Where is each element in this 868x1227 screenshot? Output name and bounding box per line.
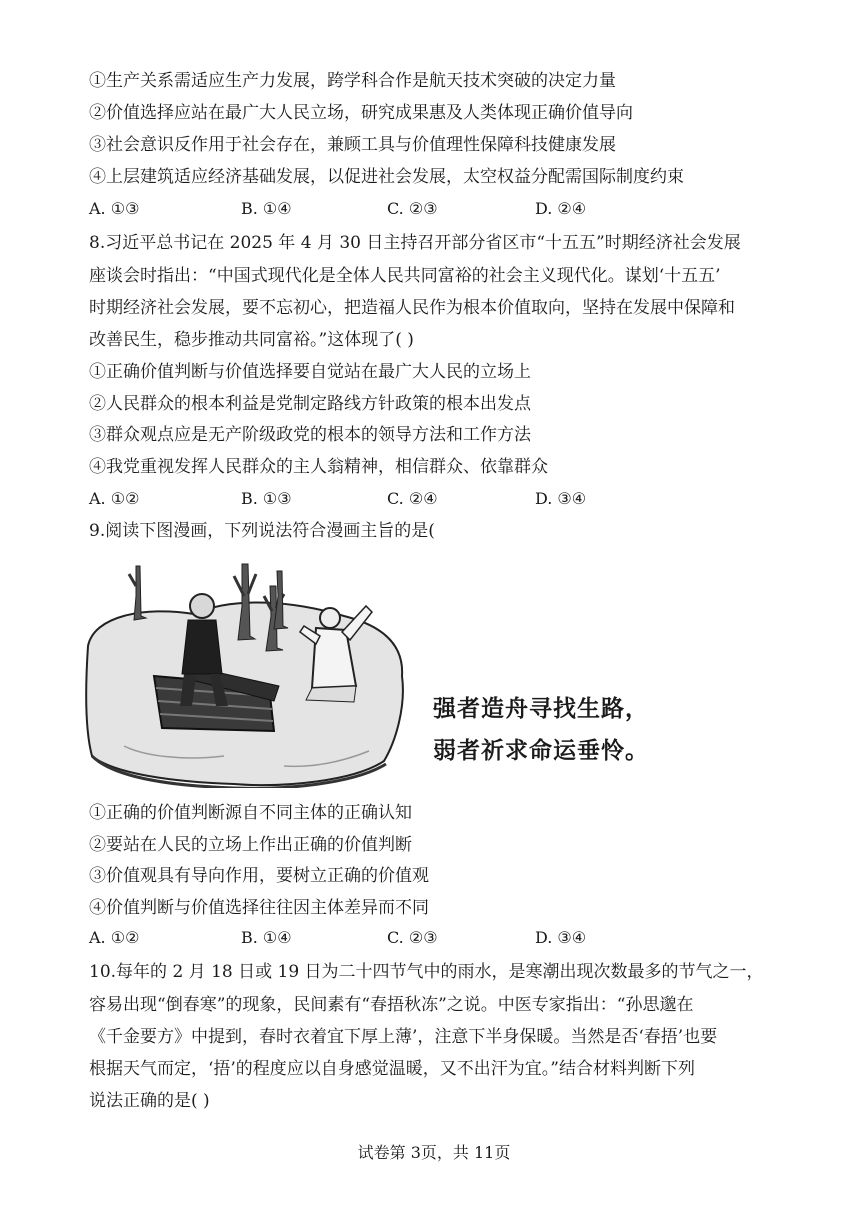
q10-stem-line-4: 根据天气而定，‘捂’的程度应以自身感觉温暖，又不出汗为宜。”结合材料判断下列: [89, 1059, 695, 1079]
q9-item-3: ③价值观具有导向作用，要树立正确的价值观: [89, 866, 429, 886]
q9-item-2: ②要站在人民的立场上作出正确的价值判断: [89, 835, 412, 855]
q8-item-4: ④我党重视发挥人民群众的主人翁精神，相信群众、依靠群众: [89, 457, 548, 477]
q7-option-b: B. ①④: [241, 199, 292, 218]
q7-item-1: ①生产关系需适应生产力发展，跨学科合作是航天技术突破的决定力量: [89, 71, 616, 91]
q10-stem-line-1: 10.每年的 2 月 18 日或 19 日为二十四节气中的雨水，是寒潮出现次数最多的节气之一，: [89, 962, 764, 982]
q8-item-2: ②人民群众的根本利益是党制定路线方针政策的根本出发点: [89, 394, 531, 414]
q8-stem-line-2: 座谈会时指出：“中国式现代化是全体人民共同富裕的社会主义现代化。谋划‘十五五’: [89, 266, 721, 286]
q7-option-a: A. ①③: [89, 199, 140, 218]
page-footer: 试卷第 3页，共 11页: [357, 1143, 511, 1162]
cartoon-image: [84, 556, 406, 788]
q8-stem-line-1: 8.习近平总书记在 2025 年 4 月 30 日主持召开部分省区市“十五五”时期经济社会发展: [89, 233, 741, 253]
q8-option-d: D. ③④: [535, 489, 587, 508]
q7-option-c: C. ②③: [387, 199, 438, 218]
q7-item-2: ②价值选择应站在最广大人民立场，研究成果惠及人类体现正确价值导向: [89, 103, 633, 123]
q9-item-1: ①正确的价值判断源自不同主体的正确认知: [89, 803, 412, 823]
q8-option-c: C. ②④: [387, 489, 438, 508]
q7-item-4: ④上层建筑适应经济基础发展，以促进社会发展，太空权益分配需国际制度约束: [89, 167, 684, 187]
q8-stem-line-4: 改善民生，稳步推动共同富裕。”这体现了( ): [89, 330, 414, 350]
q8-stem-line-3: 时期经济社会发展，要不忘初心，把造福人民作为根本价值取向，坚持在发展中保障和: [89, 298, 735, 318]
q8-item-3: ③群众观点应是无产阶级政党的根本的领导方法和工作方法: [89, 425, 531, 445]
q9-option-a: A. ①②: [89, 928, 140, 947]
q9-option-c: C. ②③: [387, 928, 438, 947]
q10-stem-line-5: 说法正确的是( ): [89, 1091, 210, 1111]
q7-option-d: D. ②④: [535, 199, 587, 218]
q8-option-a: A. ①②: [89, 489, 140, 508]
q9-option-d: D. ③④: [535, 928, 587, 947]
q7-item-3: ③社会意识反作用于社会存在，兼顾工具与价值理性保障科技健康发展: [89, 135, 616, 155]
q10-stem-line-3: 《千金要方》中提到，春时衣着宜下厚上薄’，注意下半身保暖。当然是否‘春捂’也要: [89, 1027, 718, 1047]
q8-option-b: B. ①③: [241, 489, 292, 508]
q9-item-4: ④价值判断与价值选择往往因主体差异而不同: [89, 898, 429, 918]
cartoon-caption-line-1: 强者造舟寻找生路，: [433, 696, 649, 722]
q9-stem: 9.阅读下图漫画，下列说法符合漫画主旨的是(: [89, 521, 435, 541]
cartoon-caption-line-2: 弱者祈求命运垂怜。: [433, 738, 649, 764]
q9-option-b: B. ①④: [241, 928, 292, 947]
q8-item-1: ①正确价值判断与价值选择要自觉站在最广大人民的立场上: [89, 362, 531, 382]
q10-stem-line-2: 容易出现“倒春寒”的现象，民间素有“春捂秋冻”之说。中医专家指出：“孙思邈在: [89, 995, 694, 1015]
